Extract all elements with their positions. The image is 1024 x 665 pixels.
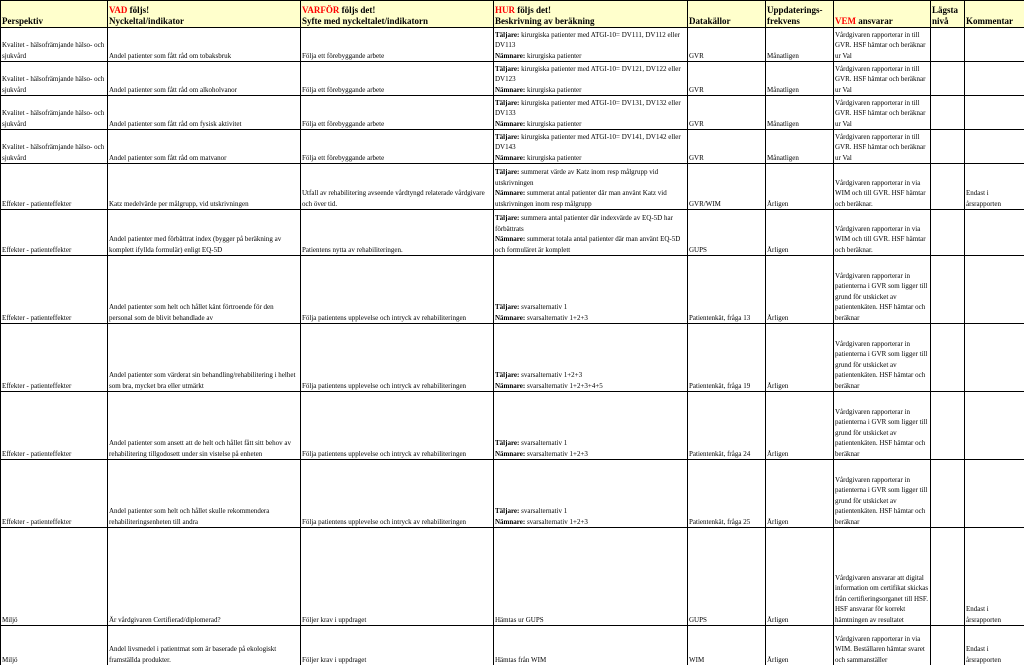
cell-indikator[interactable] bbox=[108, 392, 301, 460]
cell-syfte[interactable] bbox=[301, 28, 494, 62]
cell-kommentar[interactable] bbox=[965, 96, 1024, 130]
cell-perspektiv: Miljö bbox=[2, 615, 18, 624]
cell-ansvar[interactable] bbox=[834, 130, 931, 164]
cell-datakalla[interactable] bbox=[688, 130, 766, 164]
cell-datakalla: GUPS bbox=[689, 615, 707, 624]
cell-frekvens: Månatligen bbox=[767, 85, 799, 94]
cell-syfte: Följa patientens upplevelse och intryck av rehabiliteringen bbox=[302, 517, 467, 526]
cell-tal-label: Täljare: bbox=[495, 64, 520, 73]
cell-nam-label: Nämnare: bbox=[495, 51, 526, 60]
cell-indikator[interactable] bbox=[108, 460, 301, 528]
cell-nam-label: Nämnare: bbox=[495, 381, 526, 390]
cell-frekvens: Årligen bbox=[767, 655, 789, 664]
cell-frekvens: Månatligen bbox=[767, 153, 799, 162]
cell-frekvens[interactable] bbox=[766, 96, 834, 130]
cell-kommentar[interactable] bbox=[965, 460, 1024, 528]
cell-syfte: Följa ett förebyggande arbete bbox=[302, 85, 385, 94]
cell-syfte[interactable] bbox=[301, 62, 494, 96]
cell-ansvar: Vårdgivaren rapporterar in patienterna i GVR som ligger till grund för utskicket av patientenkäten. HSF hämtar och beräknar bbox=[835, 407, 928, 458]
cell-niva[interactable] bbox=[931, 626, 965, 665]
cell-nam-label: Nämnare: bbox=[495, 119, 526, 128]
cell-kommentar[interactable] bbox=[965, 210, 1024, 256]
cell-frekvens: Årligen bbox=[767, 199, 789, 208]
cell-syfte: Följer krav i uppdraget bbox=[302, 615, 367, 624]
cell-tal-text: svarsalternativ 1 bbox=[519, 303, 568, 312]
cell-datakalla[interactable] bbox=[688, 324, 766, 392]
header-vem[interactable]: VEM ansvarar bbox=[834, 1, 931, 28]
cell-frekvens: Månatligen bbox=[767, 51, 799, 60]
cell-kommentar[interactable] bbox=[965, 164, 1024, 210]
cell-ansvar[interactable] bbox=[834, 626, 931, 665]
cell-perspektiv[interactable] bbox=[1, 62, 108, 96]
cell-tal-text: kirurgiska patienter med ATGI-10= DV141, DV142 eller DV143 bbox=[495, 132, 681, 152]
cell-niva[interactable] bbox=[931, 62, 965, 96]
cell-datakalla: GVR/WIM bbox=[689, 199, 721, 208]
cell-tal-label: Täljare: bbox=[495, 168, 520, 177]
cell-ansvar[interactable] bbox=[834, 210, 931, 256]
cell-frekvens[interactable] bbox=[766, 392, 834, 460]
table-row bbox=[1, 460, 1024, 528]
cell-indikator[interactable] bbox=[108, 256, 301, 324]
table-row bbox=[1, 62, 1024, 96]
cell-niva[interactable] bbox=[931, 164, 965, 210]
cell-kommentar[interactable] bbox=[965, 626, 1024, 665]
cell-datakalla[interactable] bbox=[688, 460, 766, 528]
cell-berakning[interactable] bbox=[494, 256, 688, 324]
table-row bbox=[1, 528, 1024, 626]
cell-perspektiv: Effekter - patienteffekter bbox=[2, 381, 72, 390]
cell-indikator[interactable] bbox=[108, 130, 301, 164]
cell-kommentar[interactable] bbox=[965, 324, 1024, 392]
cell-datakalla: WIM bbox=[689, 655, 705, 664]
cell-indikator: Andel patienter som värderat sin behandling/rehabilitering i helhet som bra, mycket bra eller utmärkt bbox=[109, 371, 296, 390]
table-row bbox=[1, 324, 1024, 392]
cell-kommentar[interactable] bbox=[965, 130, 1024, 164]
cell-ansvar: Vårdgivaren rapporterar in via WIM och till GVR. HSF hämtar och beräknar. bbox=[835, 224, 926, 254]
table-row bbox=[1, 626, 1024, 665]
cell-kommentar[interactable] bbox=[965, 28, 1024, 62]
cell-plain: Hämtas från WIM bbox=[495, 655, 547, 664]
header-kommentar[interactable]: Kommentar bbox=[965, 1, 1024, 28]
cell-berakning[interactable] bbox=[494, 460, 688, 528]
cell-berakning[interactable] bbox=[494, 210, 688, 256]
cell-indikator[interactable] bbox=[108, 210, 301, 256]
cell-tal-label: Täljare: bbox=[495, 371, 520, 380]
cell-frekvens[interactable] bbox=[766, 256, 834, 324]
cell-perspektiv: Kvalitet - hälsofrämjande hälso- och sjukvård bbox=[2, 109, 105, 128]
cell-perspektiv: Kvalitet - hälsofrämjande hälso- och sjukvård bbox=[2, 41, 105, 60]
cell-kommentar[interactable] bbox=[965, 256, 1024, 324]
cell-ansvar[interactable] bbox=[834, 392, 931, 460]
cell-indikator: Andel patienter som fått råd om fysisk aktivitet bbox=[109, 119, 242, 128]
cell-berakning[interactable] bbox=[494, 96, 688, 130]
cell-syfte: Utfall av rehabilitering avseende vårdtyngd relaterade vårdgivare och över tid. bbox=[302, 189, 485, 208]
cell-datakalla: Patientenkät, fråga 24 bbox=[689, 449, 751, 458]
cell-perspektiv: Kvalitet - hälsofrämjande hälso- och sjukvård bbox=[2, 75, 105, 94]
cell-niva[interactable] bbox=[931, 256, 965, 324]
cell-nam-text: svarsalternativ 1+2+3 bbox=[525, 313, 588, 322]
cell-frekvens[interactable] bbox=[766, 528, 834, 626]
cell-ansvar: Vårdgivaren rapporterar in via WIM och till GVR. HSF hämtar och beräknar. bbox=[835, 178, 926, 208]
cell-ansvar[interactable] bbox=[834, 62, 931, 96]
cell-datakalla[interactable] bbox=[688, 164, 766, 210]
cell-tal-label: Täljare: bbox=[495, 439, 520, 448]
cell-datakalla[interactable] bbox=[688, 28, 766, 62]
cell-nam-label: Nämnare: bbox=[495, 189, 526, 198]
cell-datakalla: GUPS bbox=[689, 245, 707, 254]
cell-berakning[interactable] bbox=[494, 392, 688, 460]
cell-tal-text: svarsalternativ 1 bbox=[519, 507, 568, 516]
cell-frekvens: Årligen bbox=[767, 245, 789, 254]
cell-datakalla[interactable] bbox=[688, 528, 766, 626]
cell-datakalla: GVR bbox=[689, 51, 704, 60]
cell-datakalla: Patientenkät, fråga 19 bbox=[689, 381, 751, 390]
cell-ansvar: Vårdgivaren rapporterar in patienterna i GVR som ligger till grund för utskicket av patientenkäten. HSF hämtar och beräknar bbox=[835, 271, 928, 322]
cell-nam-label: Nämnare: bbox=[495, 517, 526, 526]
cell-perspektiv[interactable] bbox=[1, 210, 108, 256]
cell-frekvens[interactable] bbox=[766, 62, 834, 96]
cell-nam-label: Nämnare: bbox=[495, 235, 526, 244]
cell-syfte: Följa ett förebyggande arbete bbox=[302, 51, 385, 60]
cell-tal-text: kirurgiska patienter med ATGI-10= DV131, DV132 eller DV133 bbox=[495, 98, 681, 118]
cell-frekvens: Årligen bbox=[767, 313, 789, 322]
cell-perspektiv[interactable] bbox=[1, 528, 108, 626]
cell-kommentar: Endast i årsrapporten bbox=[966, 189, 1001, 208]
cell-berakning[interactable] bbox=[494, 324, 688, 392]
cell-indikator[interactable] bbox=[108, 96, 301, 130]
cell-syfte[interactable] bbox=[301, 210, 494, 256]
cell-frekvens[interactable] bbox=[766, 460, 834, 528]
cell-berakning[interactable] bbox=[494, 528, 688, 626]
cell-nam-label: Nämnare: bbox=[495, 313, 526, 322]
cell-ansvar[interactable] bbox=[834, 324, 931, 392]
cell-perspektiv: Effekter - patienteffekter bbox=[2, 313, 72, 322]
cell-kommentar[interactable] bbox=[965, 528, 1024, 626]
cell-indikator: Andel patienter som helt och hållet känt förtroende för den personal som de blivit behandlade av bbox=[109, 303, 274, 322]
cell-perspektiv[interactable] bbox=[1, 164, 108, 210]
cell-datakalla[interactable] bbox=[688, 62, 766, 96]
cell-ansvar: Vårdgivaren rapporterar in via WIM. Beställaren hämtar svaret och sammanställer bbox=[835, 634, 925, 664]
cell-datakalla: Patientenkät, fråga 25 bbox=[689, 517, 751, 526]
cell-niva[interactable] bbox=[931, 460, 965, 528]
header-row bbox=[1, 1, 1024, 28]
cell-syfte: Följa patientens upplevelse och intryck av rehabiliteringen bbox=[302, 381, 467, 390]
cell-syfte: Följer krav i uppdraget bbox=[302, 655, 367, 664]
cell-tal-text: summera antal patienter där indexvärde av EQ-5D har förbättrats bbox=[495, 214, 673, 233]
cell-indikator: Är vårdgivaren Certifierad/diplomerad? bbox=[109, 615, 221, 624]
cell-tal-text: kirurgiska patienter med ATGI-10= DV121, DV122 eller DV123 bbox=[495, 64, 681, 84]
cell-niva[interactable] bbox=[931, 130, 965, 164]
table-row bbox=[1, 210, 1024, 256]
cell-perspektiv: Effekter - patienteffekter bbox=[2, 449, 72, 458]
cell-syfte[interactable] bbox=[301, 164, 494, 210]
cell-frekvens: Årligen bbox=[767, 615, 789, 624]
cell-frekvens[interactable] bbox=[766, 130, 834, 164]
cell-syfte: Patientens nytta av rehabiliteringen. bbox=[302, 245, 403, 254]
cell-tal-text: kirurgiska patienter med ATGI-10= DV111, DV112 eller DV113 bbox=[495, 30, 680, 50]
cell-syfte[interactable] bbox=[301, 392, 494, 460]
header-hur[interactable]: HUR följs det! Beskrivning av beräkning bbox=[494, 1, 688, 28]
cell-indikator: Andel patienter som fått råd om matvanor bbox=[109, 153, 227, 162]
cell-syfte[interactable] bbox=[301, 324, 494, 392]
cell-ansvar: Vårdgivaren rapporterar in patienterna i GVR som ligger till grund för utskicket av patientenkäten. HSF hämtar och beräknar bbox=[835, 339, 928, 390]
cell-perspektiv[interactable] bbox=[1, 256, 108, 324]
cell-niva[interactable] bbox=[931, 392, 965, 460]
cell-nam-text: kirurgiska patienter bbox=[525, 85, 582, 94]
cell-frekvens: Årligen bbox=[767, 449, 789, 458]
cell-nam-label: Nämnare: bbox=[495, 449, 526, 458]
header-varfor[interactable]: VARFÖR följs det! Syfte med nyckeltalet/indikatorn bbox=[301, 1, 494, 28]
cell-ansvar: Vårdgivaren rapporterar in patienterna i GVR som ligger till grund för utskicket av patientenkäten. HSF hämtar och beräknar bbox=[835, 475, 928, 526]
cell-datakalla[interactable] bbox=[688, 210, 766, 256]
cell-nam-text: summerat totala antal patienter där man använt EQ-5D och formuläret är komplett bbox=[495, 235, 681, 254]
cell-perspektiv[interactable] bbox=[1, 28, 108, 62]
cell-niva[interactable] bbox=[931, 210, 965, 256]
cell-syfte[interactable] bbox=[301, 626, 494, 665]
cell-syfte[interactable] bbox=[301, 460, 494, 528]
cell-ansvar[interactable] bbox=[834, 460, 931, 528]
cell-frekvens: Årligen bbox=[767, 381, 789, 390]
table-row bbox=[1, 164, 1024, 210]
cell-tal-label: Täljare: bbox=[495, 132, 520, 141]
cell-niva[interactable] bbox=[931, 528, 965, 626]
cell-tal-label: Täljare: bbox=[495, 303, 520, 312]
cell-perspektiv: Effekter - patienteffekter bbox=[2, 517, 72, 526]
cell-nam-text: kirurgiska patienter bbox=[525, 153, 582, 162]
cell-berakning[interactable] bbox=[494, 130, 688, 164]
cell-nam-text: svarsalternativ 1+2+3 bbox=[525, 517, 588, 526]
cell-indikator: Katz medelvärde per målgrupp, vid utskrivningen bbox=[109, 199, 249, 208]
cell-syfte: Följa patientens upplevelse och intryck av rehabiliteringen bbox=[302, 313, 467, 322]
cell-frekvens[interactable] bbox=[766, 28, 834, 62]
cell-ansvar: Vårdgivaren rapporterar in till GVR. HSF hämtar och beräknar ur Val bbox=[835, 132, 926, 162]
cell-nam-label: Nämnare: bbox=[495, 85, 526, 94]
cell-syfte[interactable] bbox=[301, 96, 494, 130]
cell-datakalla[interactable] bbox=[688, 96, 766, 130]
cell-syfte: Följa patientens upplevelse och intryck av rehabiliteringen bbox=[302, 449, 467, 458]
table-row bbox=[1, 96, 1024, 130]
cell-tal-label: Täljare: bbox=[495, 507, 520, 516]
cell-frekvens: Årligen bbox=[767, 517, 789, 526]
cell-nam-text: svarsalternativ 1+2+3+4+5 bbox=[525, 381, 603, 390]
header-vad[interactable]: VAD följs! Nyckeltal/indikator bbox=[108, 1, 301, 28]
cell-tal-label: Täljare: bbox=[495, 98, 520, 107]
cell-tal-text: svarsalternativ 1+2+3 bbox=[519, 371, 583, 380]
cell-plain: Hämtas ur GUPS bbox=[495, 615, 544, 624]
cell-datakalla: GVR bbox=[689, 85, 704, 94]
cell-indikator[interactable] bbox=[108, 28, 301, 62]
cell-tal-label: Täljare: bbox=[495, 30, 520, 39]
cell-frekvens[interactable] bbox=[766, 164, 834, 210]
cell-berakning[interactable] bbox=[494, 164, 688, 210]
cell-niva[interactable] bbox=[931, 96, 965, 130]
cell-nam-text: svarsalternativ 1+2+3 bbox=[525, 449, 588, 458]
cell-ansvar[interactable] bbox=[834, 528, 931, 626]
cell-indikator[interactable] bbox=[108, 528, 301, 626]
cell-perspektiv[interactable] bbox=[1, 324, 108, 392]
cell-syfte[interactable] bbox=[301, 256, 494, 324]
header-frekvens[interactable]: Uppdaterings- frekvens bbox=[766, 1, 834, 28]
cell-frekvens: Månatligen bbox=[767, 119, 799, 128]
cell-berakning[interactable] bbox=[494, 62, 688, 96]
table-row bbox=[1, 130, 1024, 164]
cell-indikator[interactable] bbox=[108, 164, 301, 210]
cell-datakalla: GVR bbox=[689, 153, 704, 162]
cell-indikator[interactable] bbox=[108, 62, 301, 96]
cell-tal-label: Täljare: bbox=[495, 214, 520, 223]
cell-perspektiv: Effekter - patienteffekter bbox=[2, 245, 72, 254]
cell-ansvar: Vårdgivaren rapporterar in till GVR. HSF hämtar och beräknar ur Val bbox=[835, 64, 926, 94]
cell-indikator: Andel patienter som fått råd om tobaksbruk bbox=[109, 51, 232, 60]
cell-kommentar[interactable] bbox=[965, 62, 1024, 96]
cell-tal-text: summerat värde av Katz inom resp målgrupp vid utskrivningen bbox=[495, 168, 659, 187]
cell-nam-text: summerat antal patienter där man använt Katz vid utskrivningen inom resp målgrupp bbox=[495, 189, 667, 208]
cell-syfte[interactable] bbox=[301, 130, 494, 164]
cell-kommentar: Endast i årsrapporten bbox=[966, 645, 1001, 664]
cell-indikator[interactable] bbox=[108, 324, 301, 392]
cell-perspektiv[interactable] bbox=[1, 96, 108, 130]
table-row bbox=[1, 392, 1024, 460]
cell-kommentar: Endast i årsrapporten bbox=[966, 605, 1001, 624]
cell-ansvar[interactable] bbox=[834, 28, 931, 62]
cell-indikator: Andel patienter som helt och hållet skulle rekommendera rehabiliteringsenheten till andra bbox=[109, 507, 270, 526]
cell-syfte[interactable] bbox=[301, 528, 494, 626]
cell-niva[interactable] bbox=[931, 28, 965, 62]
cell-indikator: Andel livsmedel i patientmat som är baserade på ekologiskt framställda produkter. bbox=[109, 645, 277, 664]
cell-indikator[interactable] bbox=[108, 626, 301, 665]
cell-niva[interactable] bbox=[931, 324, 965, 392]
cell-frekvens[interactable] bbox=[766, 626, 834, 665]
cell-ansvar: Vårdgivaren rapporterar in till GVR. HSF hämtar och beräknar ur Val bbox=[835, 30, 926, 60]
cell-datakalla[interactable] bbox=[688, 256, 766, 324]
cell-berakning[interactable] bbox=[494, 28, 688, 62]
cell-syfte: Följa ett förebyggande arbete bbox=[302, 119, 385, 128]
table-row bbox=[1, 28, 1024, 62]
cell-ansvar[interactable] bbox=[834, 96, 931, 130]
cell-perspektiv: Miljö bbox=[2, 655, 18, 664]
cell-perspektiv: Effekter - patienteffekter bbox=[2, 199, 72, 208]
cell-nam-text: kirurgiska patienter bbox=[525, 51, 582, 60]
cell-frekvens[interactable] bbox=[766, 324, 834, 392]
cell-perspektiv[interactable] bbox=[1, 626, 108, 665]
cell-perspektiv[interactable] bbox=[1, 392, 108, 460]
cell-indikator: Andel patienter som fått råd om alkoholvanor bbox=[109, 85, 237, 94]
cell-ansvar: Vårdgivaren rapporterar in till GVR. HSF hämtar och beräknar ur Val bbox=[835, 98, 926, 128]
cell-indikator: Andel patienter som ansett att de helt och hållet fått sitt behov av rehabilitering tillgodosett under sin vistelse på enheten bbox=[109, 439, 291, 458]
cell-perspektiv[interactable] bbox=[1, 130, 108, 164]
cell-tal-text: svarsalternativ 1 bbox=[519, 439, 568, 448]
cell-berakning[interactable] bbox=[494, 626, 688, 665]
cell-perspektiv[interactable] bbox=[1, 460, 108, 528]
cell-frekvens[interactable] bbox=[766, 210, 834, 256]
cell-datakalla: GVR bbox=[689, 119, 704, 128]
cell-perspektiv: Kvalitet - hälsofrämjande hälso- och sjukvård bbox=[2, 143, 105, 162]
header-datakallor[interactable]: Datakällor bbox=[688, 1, 766, 28]
cell-ansvar[interactable] bbox=[834, 256, 931, 324]
cell-syfte: Följa ett förebyggande arbete bbox=[302, 153, 385, 162]
cell-indikator: Andel patienter med förbättrat index (bygger på beräkning av komplett ifyllda formulär) enligt EQ-5D bbox=[109, 235, 282, 254]
cell-datakalla[interactable] bbox=[688, 392, 766, 460]
cell-datakalla: Patientenkät, fråga 13 bbox=[689, 313, 751, 322]
cell-nam-label: Nämnare: bbox=[495, 153, 526, 162]
cell-kommentar[interactable] bbox=[965, 392, 1024, 460]
cell-nam-text: kirurgiska patienter bbox=[525, 119, 582, 128]
header-lagsta-niva[interactable]: Lägsta nivå bbox=[931, 1, 965, 28]
header-perspektiv[interactable]: Perspektiv bbox=[1, 1, 108, 28]
cell-ansvar[interactable] bbox=[834, 164, 931, 210]
table-row bbox=[1, 256, 1024, 324]
cell-ansvar: Vårdgivaren ansvarar att digital information om certifikat skickas från certifieringsorganet till HSF. HSF ansvarar för korrekt hämtningen av resultatet bbox=[835, 573, 929, 624]
cell-datakalla[interactable] bbox=[688, 626, 766, 665]
